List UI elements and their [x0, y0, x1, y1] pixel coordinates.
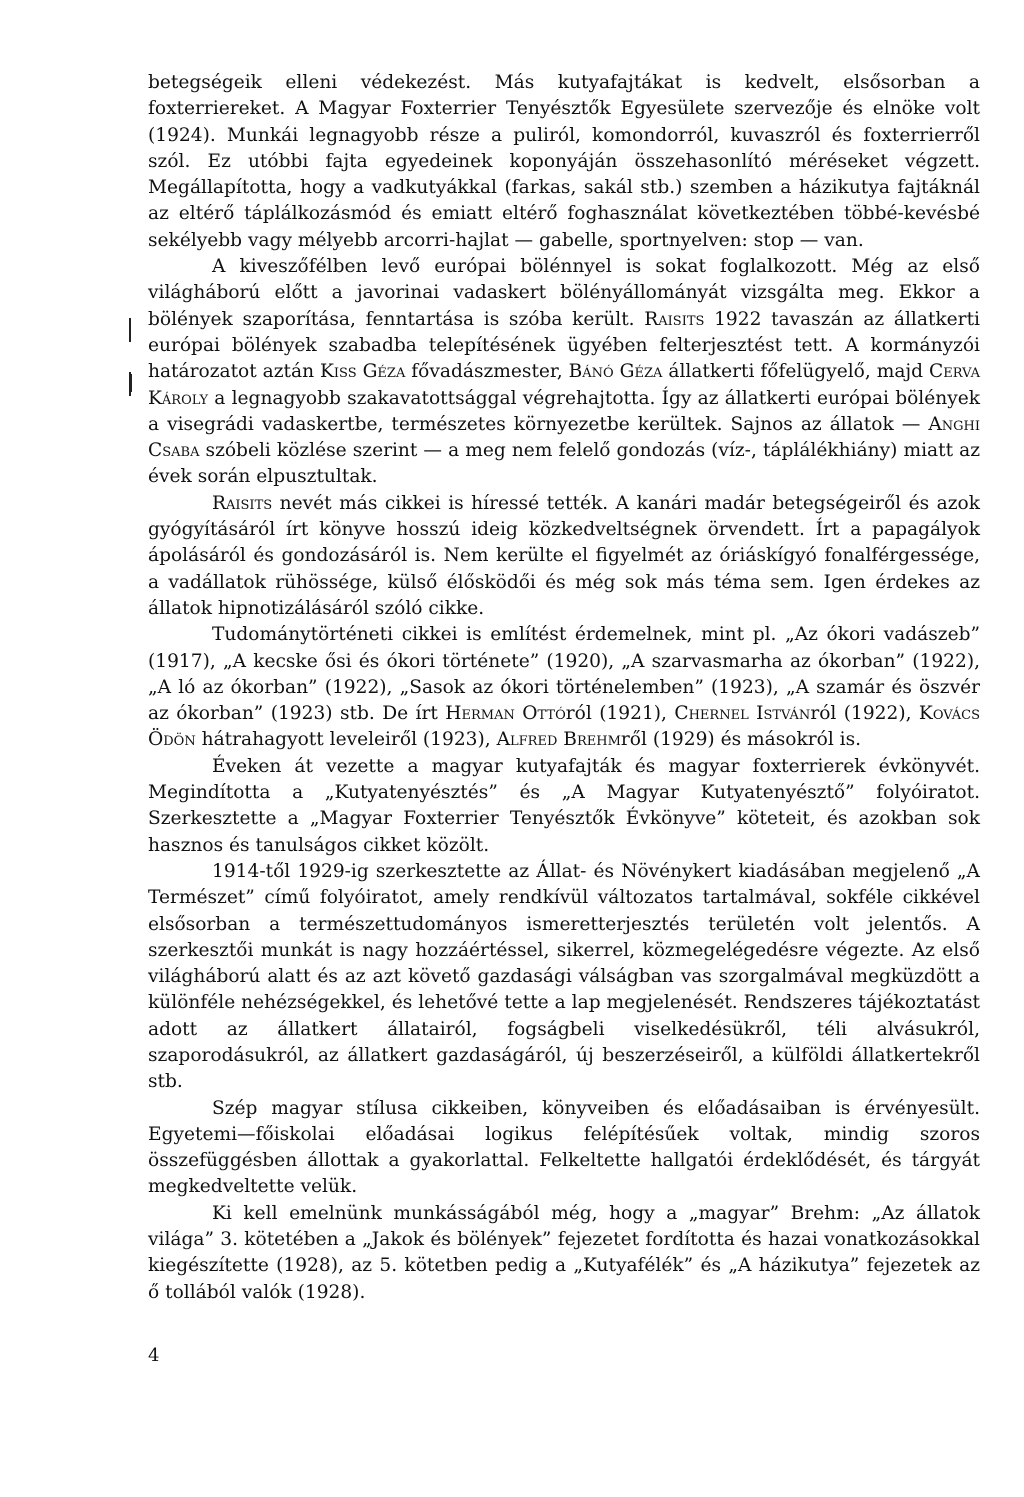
paragraph-text: fővadászmester,: [405, 361, 569, 383]
paragraph-text: Szép magyar stílusa cikkeiben, könyveiben és előadásaiban is érvényesült. Egyetemi—főiskolai előadásai logikus felépítésűek voltak, mindig szoros összefüggésben állottak a gyakorlattal. Felkeltette hallgatói érdeklődését, és tárgyát megkedveltette velük.: [148, 1097, 980, 1198]
paragraph-text: Tudománytörténeti cikkei is említést érdemelnek, mint pl. „Az ókori vadászeb” (1917), „A kecske ősi és ókori története” (1920), „A szarvasmarha az ókorban” (1922), „A ló az ókorban” (1922), „Sasok az ókori történelemben” (1923), „A szamár és öszvér az ókorban” (1923) stb. De írt: [148, 624, 980, 725]
person-name: Anghi Csaba: [148, 413, 980, 462]
margin-mark: [129, 318, 131, 342]
paragraph-text: Ki kell emelnünk munkásságából még, hogy a „magyar” Brehm: „Az állatok világa” 3. kötetében a „Jakok és bölények” fejezetet fordította és hazai vonatkozásokkal kiegészítette (1928), az 5. kötetben pedig a „Kutyafélék” és „A házikutya” fejezetek az ő tollából valók (1928).: [148, 1202, 980, 1303]
person-name: Kovács Ödön: [148, 703, 980, 751]
person-name: Kiss Géza: [320, 361, 406, 383]
page-body: [148, 70, 980, 1306]
person-name: Alfred Brehm: [496, 729, 621, 751]
paragraph: [148, 1096, 980, 1201]
paragraph-text: 1914-től 1929-ig szerkesztette az Állat- és Növénykert kiadásában megjelenő „A Természet” című folyóiratot, amely rendkívül változatos tartalmával, sokféle cikkével elsősorban a természettudományos ismeretterjesztés területén volt jelentős. A szerkesztői munkát is nagy hozzáértéssel, sikerrel, közmegelégedésre végezte. Az első világháború alatt és az azt követő gazdasági válságban vas szorgalmával megküzdött a különféle nehézségekkel, és lehetővé tette a lap megjelenését. Rendszeres tájékoztatást adott az állatkert állatairól, fogságbeli viselkedésükről, téli alvásukról, szaporodásukról, az állatkert gazdaságáról, új beszerzéseiről, a külföldi állatkertekről stb.: [148, 860, 980, 1093]
paragraph-text: 1922 tavaszán az állatkerti európai bölények szabadba telepítésének ügyében felterjesztést tett. A kormányzói határozatot aztán: [148, 308, 980, 383]
paragraph-text: állatkerti főfelügyelő, majd: [662, 361, 930, 383]
paragraph-text: betegségeik elleni védekezést. Más kutyafajtákat is kedvelt, elsősorban a foxterriereket. A Magyar Foxterrier Tenyésztők Egyesülete szervezője és elnöke volt (1924). Munkái legnagyobb része a puliról, komondorról, kuvaszról és foxterrierről szól. Ez utóbbi fajta egyedeinek koponyáján összehasonlító méréseket végzett. Megállapította, hogy a vadkutyákkal (farkas, sakál stb.) szemben a házikutya fajtáknál az eltérő táplálkozásmód és emiatt eltérő foghasználat következtében többé-kevésbé sekélyebb vagy mélyebb arcorri-hajlat — gabelle, sportnyelven: stop — van.: [148, 72, 980, 251]
person-name: Raisits: [212, 492, 273, 514]
person-name: Raisits: [644, 308, 705, 330]
paragraph: [148, 254, 980, 491]
paragraph-text: ról (1921),: [565, 703, 675, 725]
paragraph-text: szóbeli közlése szerint — a meg nem felelő gondozás (víz-, táplálékhiány) miatt az évek során elpusztultak.: [148, 440, 980, 488]
paragraph-text: ről (1929) és másokról is.: [620, 729, 862, 751]
person-name: Bánó Géza: [568, 361, 663, 383]
paragraph-text: a legnagyobb szakavatottsággal végrehajtotta. Így az állatkerti európai bölények a visegrádi vadaskertbe, természetes környezetbe kerültek. Sajnos az állatok —: [148, 387, 980, 435]
margin-mark: [131, 374, 132, 392]
paragraph-text: Éveken át vezette a magyar kutyafajták és magyar foxterrierek évkönyvét. Megindította a „Kutyatenyésztés” és „A Magyar Kutyatenyésztő” folyóiratot. Szerkesztette a „Magyar Foxterrier Tenyésztők Évkönyve” köteteit, és azokban sok hasznos és tanulságos cikket közölt.: [148, 755, 980, 856]
paragraph-text: ról (1922),: [810, 703, 919, 725]
page-number: 4: [148, 1345, 160, 1366]
paragraph: [148, 491, 980, 622]
paragraph: [148, 70, 980, 254]
paragraph-text: A kiveszőfélben levő európai bölénnyel is sokat foglalkozott. Még az első világháború előtt a javorinai vadaskert bölényállományát vizsgálta meg. Ekkor a bölények szaporítása, fenntartása is szóba került.: [148, 256, 980, 330]
paragraph: [148, 622, 980, 753]
paragraph-text: hátrahagyott leveleiről (1923),: [195, 729, 497, 751]
paragraph: [148, 859, 980, 1096]
paragraph: [148, 754, 980, 859]
person-name: Herman Ottó: [445, 703, 566, 725]
paragraph: [148, 1201, 980, 1306]
person-name: Chernel István: [674, 703, 811, 725]
person-name: Cerva Károly: [148, 361, 980, 409]
paragraph-text: nevét más cikkei is híressé tették. A kanári madár betegségeiről és azok gyógyításáról írt könyve hosszú ideig közkedveltségnek örvendett. Írt a papagályok ápolásáról és gondozásáról is. Nem kerülte el figyelmét az óriáskígyó fonalférgessége, a vadállatok rühössége, külső élősködői és még sok más téma sem. Igen érdekes az állatok hipnotizálásáról szóló cikke.: [148, 492, 980, 619]
